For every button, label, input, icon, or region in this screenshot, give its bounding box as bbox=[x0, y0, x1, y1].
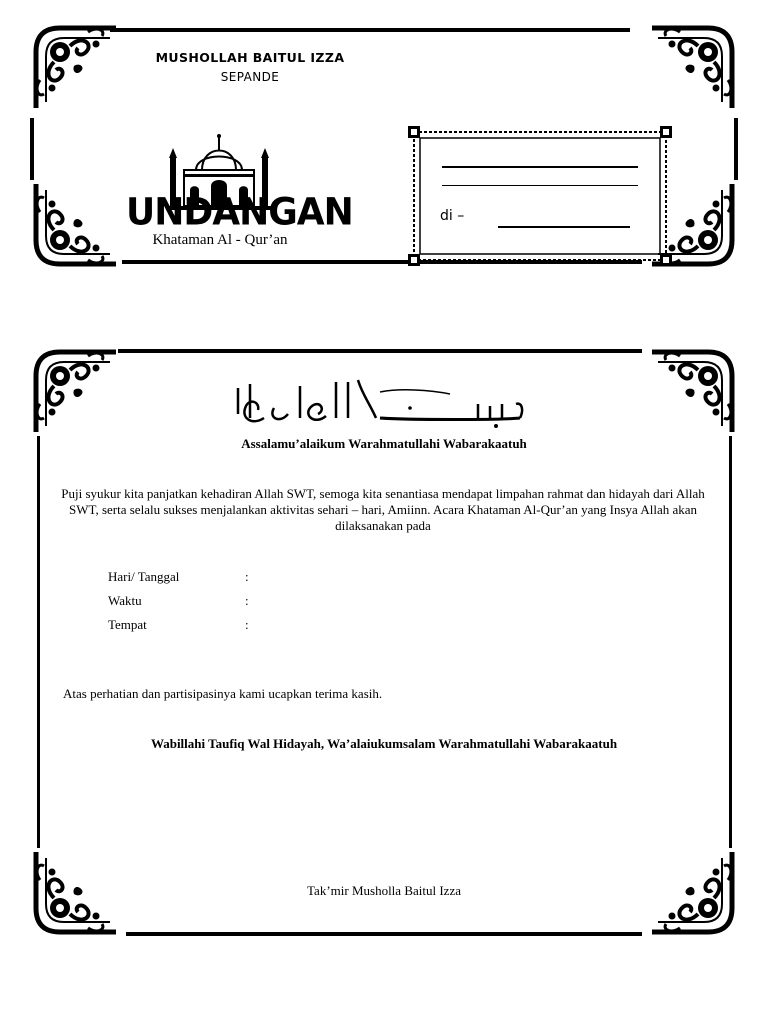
invitation-subtitle: Khataman Al - Qur’an bbox=[152, 232, 288, 248]
address-line bbox=[442, 185, 638, 186]
address-line bbox=[498, 226, 630, 228]
invitation-title: UNDANGAN bbox=[126, 190, 353, 235]
address-di-label: di – bbox=[440, 208, 465, 224]
letter-card bbox=[30, 346, 738, 938]
address-line bbox=[442, 166, 638, 168]
org-name: MUSHOLLAH BAITUL IZZA bbox=[155, 50, 345, 65]
bismillah-calligraphy-icon bbox=[230, 374, 530, 430]
greeting-text: Assalamu’alaikum Warahmatullahi Wabarakaatuh bbox=[241, 436, 527, 451]
corner-ornament-icon bbox=[646, 22, 738, 114]
detail-label: Tempat bbox=[108, 617, 147, 632]
detail-label: Hari/ Tanggal bbox=[108, 569, 180, 584]
frame-bottom-line bbox=[126, 932, 642, 936]
corner-ornament-icon bbox=[30, 346, 122, 438]
org-place: SEPANDE bbox=[220, 70, 280, 84]
detail-row-time bbox=[108, 593, 249, 609]
corner-ornament-icon bbox=[30, 22, 122, 114]
frame-top-line bbox=[110, 28, 630, 32]
detail-separator: : bbox=[245, 593, 249, 608]
detail-separator: : bbox=[245, 617, 249, 632]
detail-label: Waktu bbox=[108, 593, 142, 608]
frame-top-line bbox=[118, 349, 642, 353]
frame-right-line bbox=[734, 118, 738, 180]
detail-separator: : bbox=[245, 569, 249, 584]
corner-ornament-icon bbox=[646, 346, 738, 438]
signature-text: Tak’mir Musholla Baitul Izza bbox=[307, 883, 461, 898]
frame-right-line bbox=[729, 436, 732, 848]
thanks-text: Atas perhatian dan partisipasinya kami ucapkan terima kasih. bbox=[63, 686, 383, 701]
detail-row-place bbox=[108, 617, 249, 633]
frame-left-line bbox=[30, 118, 34, 180]
corner-ornament-icon bbox=[30, 178, 122, 270]
detail-row-date bbox=[108, 569, 249, 585]
envelope-card bbox=[30, 22, 738, 270]
address-box bbox=[408, 126, 672, 266]
closing-text: Wabillahi Taufiq Wal Hidayah, Wa’alaiukumsalam Warahmatullahi Wabarakaatuh bbox=[150, 736, 618, 751]
intro-paragraph: Puji syukur kita panjatkan kehadiran Allah SWT, semoga kita senantiasa mendapat limpahan rahmat dan hidayah dari Allah SWT, serta selalu sukses menjalankan aktivitas sehari – hari, Amiinn. Acara Khataman Al-Qur’an yang Insya Allah akan dilaksanakan pada bbox=[61, 486, 705, 533]
frame-left-line bbox=[37, 436, 40, 848]
